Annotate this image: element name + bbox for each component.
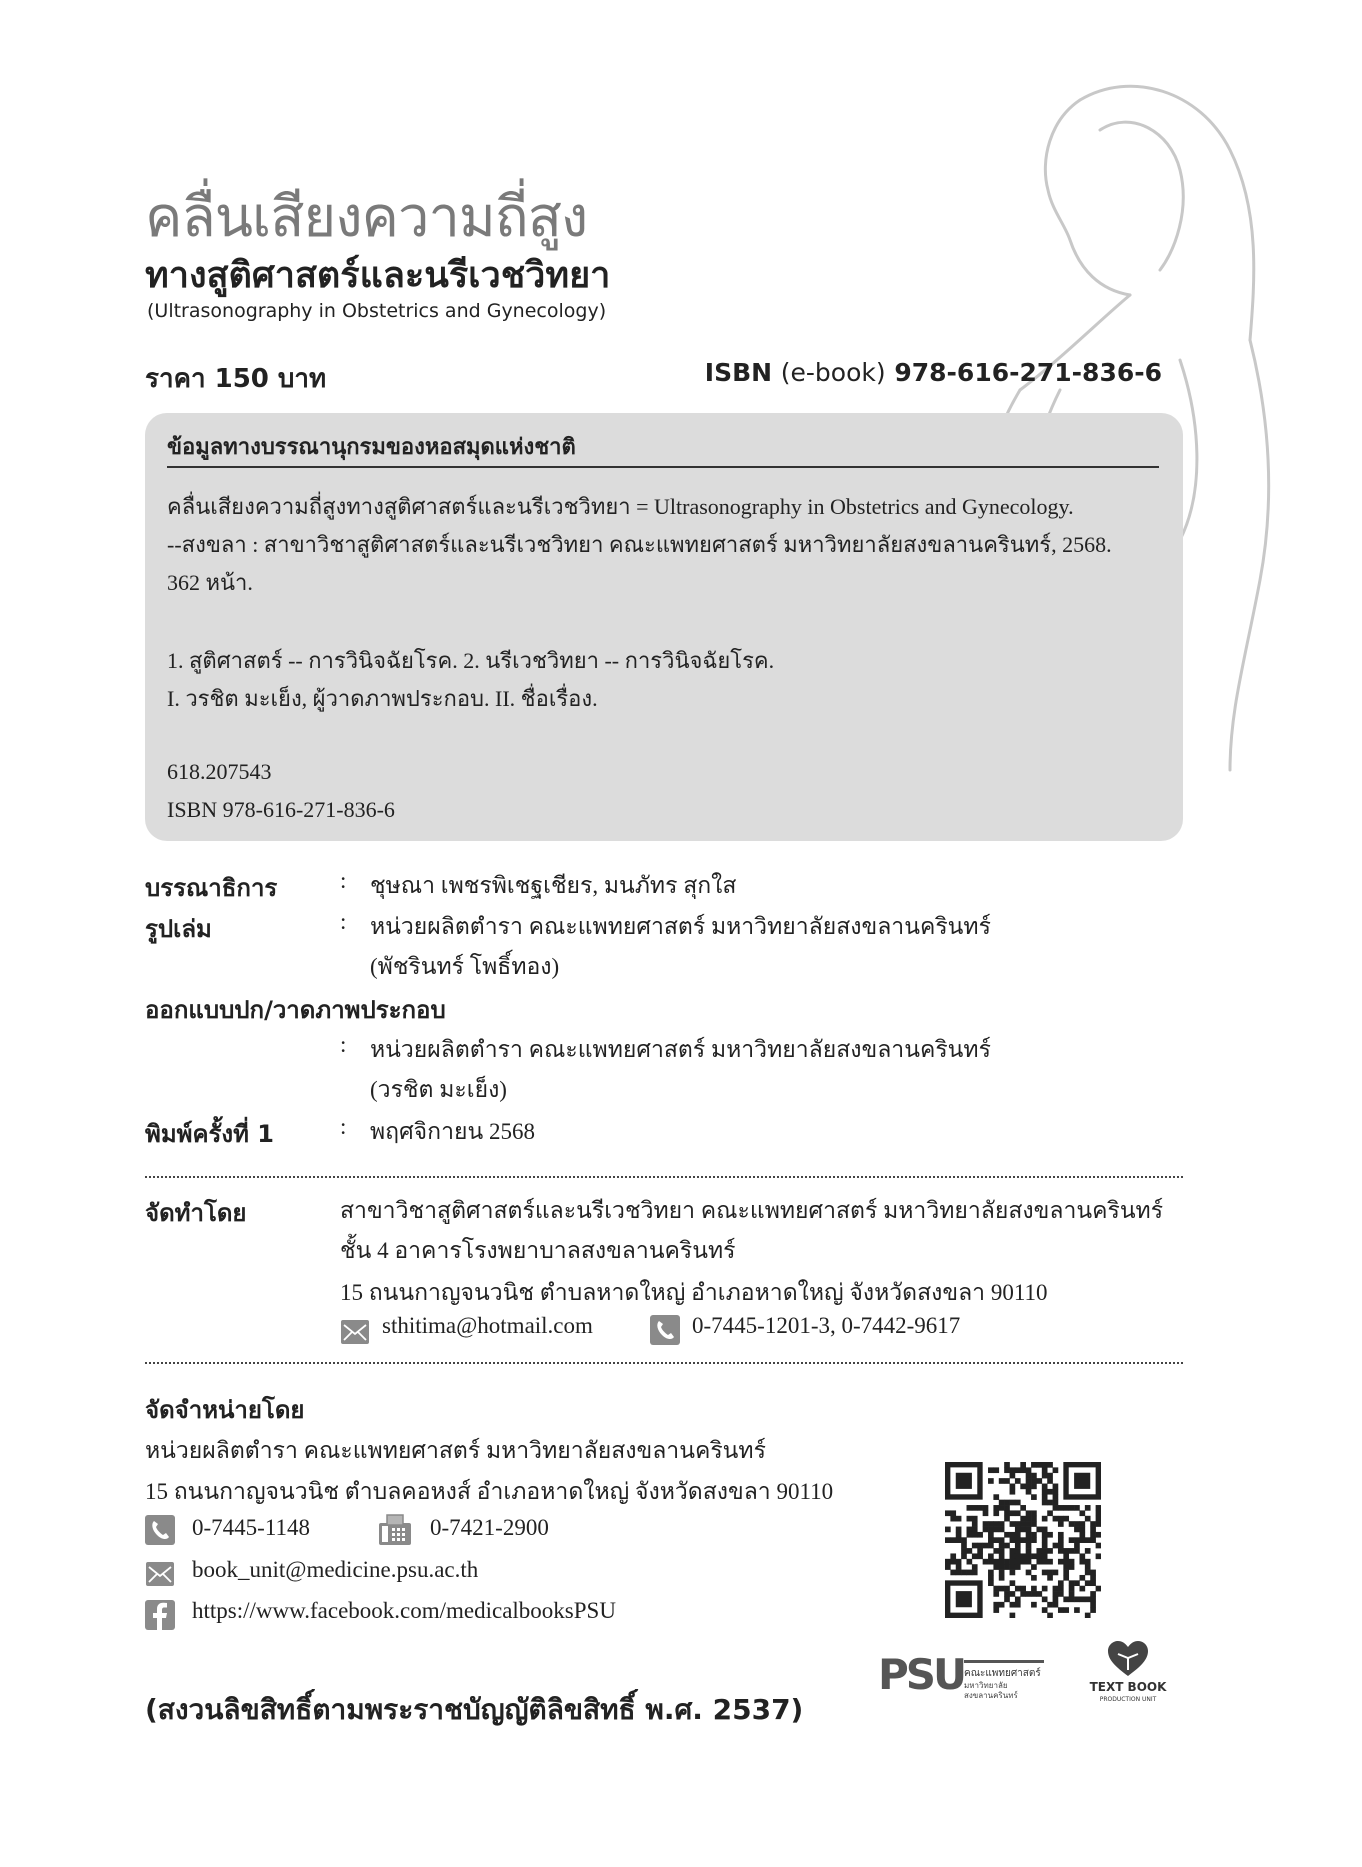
price-label: ราคา 150 บาท xyxy=(145,364,327,394)
phone-icon xyxy=(650,1315,680,1345)
print-edition-colon: : xyxy=(340,1114,347,1139)
distributor-phone: 0-7445-1148 xyxy=(192,1515,310,1540)
book-title-english: (Ultrasonography in Obstetrics and Gynecology) xyxy=(147,300,607,322)
layout-value-person: (พัชรินทร์ โพธิ์ทอง) xyxy=(370,954,560,979)
producer-email-link[interactable]: sthitima@hotmail.com xyxy=(382,1313,593,1338)
cip-line-classification: 618.207543 xyxy=(167,759,272,784)
facebook-link[interactable]: https://www.facebook.com/medicalbooksPSU xyxy=(192,1598,616,1623)
psu-medicine-logo xyxy=(878,1650,1068,1710)
qr-code[interactable] xyxy=(945,1462,1101,1618)
textbook-unit-logo xyxy=(1088,1640,1168,1720)
book-title-sub: ทางสูติศาสตร์และนรีเวชวิทยา xyxy=(145,255,611,296)
cip-line-isbn: ISBN 978-616-271-836-6 xyxy=(167,797,395,822)
cover-design-value-person: (วรชิต มะเย็ง) xyxy=(370,1077,507,1102)
cip-box xyxy=(145,413,1183,841)
editor-colon: : xyxy=(340,868,347,893)
print-edition-value: พฤศจิกายน 2568 xyxy=(370,1119,535,1144)
qr-finder-pattern xyxy=(945,1580,983,1618)
isbn-type: (e-book) xyxy=(780,358,886,387)
cover-design-label: ออกแบบปก/วาดภาพประกอบ xyxy=(145,996,446,1024)
layout-label: รูปเล่ม xyxy=(145,915,212,943)
isbn-label: ISBN xyxy=(704,358,773,387)
distributor-label: จัดจำหน่ายโดย xyxy=(145,1396,305,1424)
cover-design-colon: : xyxy=(340,1032,347,1057)
psu-logo-line-1: คณะแพทยศาสตร์ xyxy=(964,1668,1041,1679)
layout-value: หน่วยผลิตตำรา คณะแพทยศาสตร์ มหาวิทยาลัยสงขลานครินทร์ xyxy=(370,914,991,939)
producer-line-3: 15 ถนนกาญจนวนิช ตำบลหาดใหญ่ อำเภอหาดใหญ่ จังหวัดสงขลา 90110 xyxy=(340,1280,1048,1305)
editor-label: บรรณาธิการ xyxy=(145,874,278,902)
phone-icon xyxy=(145,1515,175,1545)
textbook-logo-line-2: PRODUCTION UNIT xyxy=(1099,1696,1157,1703)
copyright-notice: (สงวนลิขสิทธิ์ตามพระราชบัญญัติลิขสิทธิ์ พ.ศ. 2537) xyxy=(145,1693,804,1726)
cover-design-value: หน่วยผลิตตำรา คณะแพทยศาสตร์ มหาวิทยาลัยสงขลานครินทร์ xyxy=(370,1037,991,1062)
qr-finder-pattern xyxy=(945,1462,983,1500)
cip-line-publisher: --สงขลา : สาขาวิชาสูติศาสตร์และนรีเวชวิทยา คณะแพทยศาสตร์ มหาวิทยาลัยสงขลานครินทร์, 2568. xyxy=(167,532,1112,557)
email-icon xyxy=(145,1559,175,1589)
print-edition-label: พิมพ์ครั้งที่ 1 xyxy=(145,1120,274,1148)
psu-logo-rule xyxy=(964,1660,1044,1663)
cip-divider xyxy=(167,466,1159,468)
producer-phone: 0-7445-1201-3, 0-7442-9617 xyxy=(692,1313,961,1338)
email-icon xyxy=(340,1317,370,1347)
layout-colon: : xyxy=(340,909,347,934)
cip-line-title: คลื่นเสียงความถี่สูงทางสูติศาสตร์และนรีเวชวิทยา = Ultrasonography in Obstetrics and Gynecology. xyxy=(167,494,1074,519)
textbook-logo-line-1: TEXT BOOK xyxy=(1089,1680,1167,1694)
fax-icon xyxy=(378,1513,412,1547)
facebook-icon xyxy=(145,1600,175,1630)
psu-logo-line-3: สงขลานครินทร์ xyxy=(964,1691,1018,1700)
distributor-line-2: 15 ถนนกาญจนวนิช ตำบลคอหงส์ อำเภอหาดใหญ่ จังหวัดสงขลา 90110 xyxy=(145,1479,834,1504)
producer-line-2: ชั้น 4 อาคารโรงพยาบาลสงขลานครินทร์ xyxy=(340,1238,736,1263)
cip-line-subjects: 1. สูติศาสตร์ -- การวินิจฉัยโรค. 2. นรีเวชวิทยา -- การวินิจฉัยโรค. xyxy=(167,648,775,673)
isbn-ebook xyxy=(705,358,1162,387)
cip-heading: ข้อมูลทางบรรณานุกรมของหอสมุดแห่งชาติ xyxy=(167,435,576,460)
producer-label: จัดทำโดย xyxy=(145,1199,247,1227)
psu-logo-text: PSU xyxy=(878,1650,965,1699)
isbn-value: 978-616-271-836-6 xyxy=(894,358,1162,387)
dotted-divider-2 xyxy=(145,1362,1183,1364)
distributor-email-link[interactable]: book_unit@medicine.psu.ac.th xyxy=(192,1557,479,1582)
distributor-fax: 0-7421-2900 xyxy=(430,1515,549,1540)
dotted-divider xyxy=(145,1176,1183,1178)
psu-logo-line-2: มหาวิทยาลัย xyxy=(964,1681,1008,1690)
qr-finder-pattern xyxy=(1063,1462,1101,1500)
editor-value: ชุษณา เพชรพิเชฐเชียร, มนภัทร สุกใส xyxy=(370,873,737,898)
producer-line-1: สาขาวิชาสูติศาสตร์และนรีเวชวิทยา คณะแพทยศาสตร์ มหาวิทยาลัยสงขลานครินทร์ xyxy=(340,1198,1164,1223)
book-title-main: คลื่นเสียงความถี่สูง xyxy=(145,185,588,250)
distributor-line-1: หน่วยผลิตตำรา คณะแพทยศาสตร์ มหาวิทยาลัยสงขลานครินทร์ xyxy=(145,1438,766,1463)
heart-book-icon xyxy=(1106,1640,1150,1678)
cip-line-added-entries: I. วรชิต มะเย็ง, ผู้วาดภาพประกอบ. II. ชื่อเรื่อง. xyxy=(167,686,598,711)
cip-line-pages: 362 หน้า. xyxy=(167,570,253,595)
